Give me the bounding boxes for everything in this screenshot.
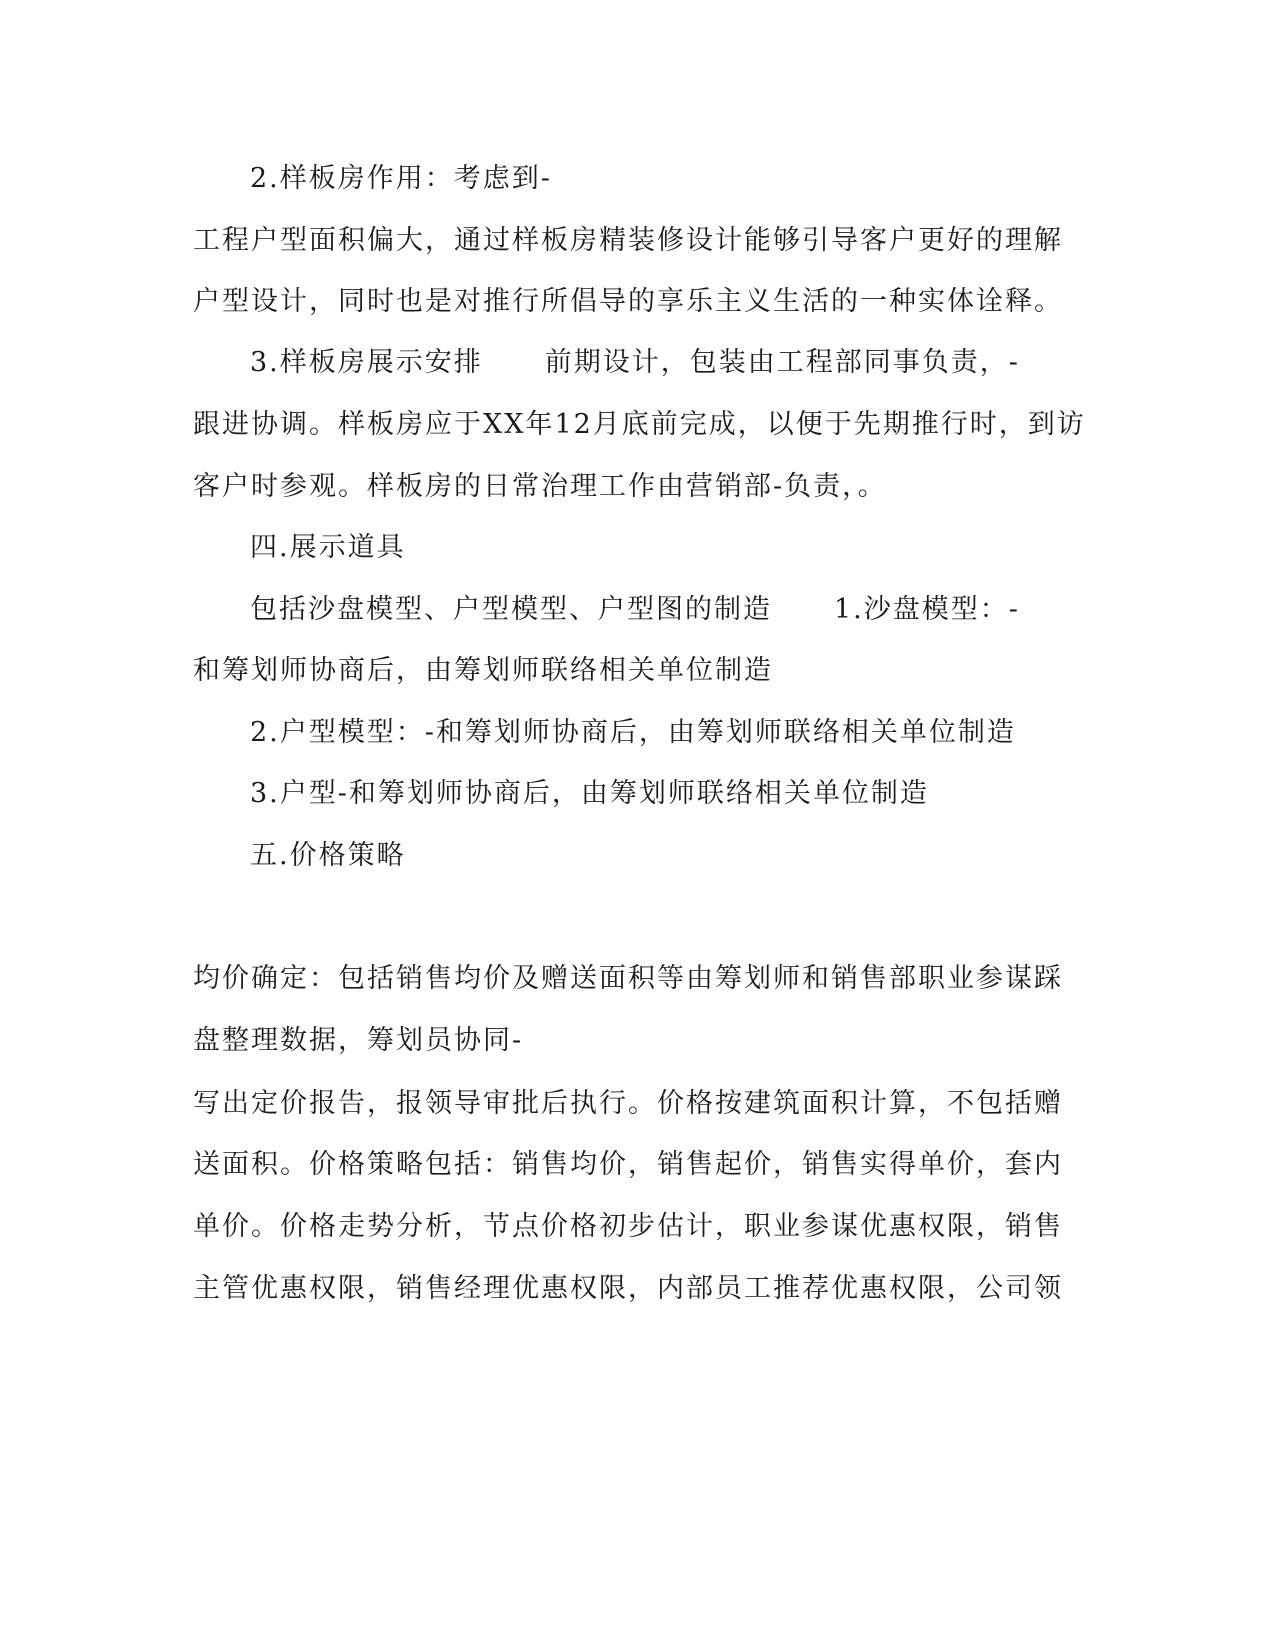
section-heading: 五.价格策略 <box>250 840 406 871</box>
text-segment: 前期设计，包装由工程部同事负责，- <box>544 347 1020 378</box>
text-line: 客户时参观。样板房的日常治理工作由营销部-负责，。 <box>193 471 887 502</box>
text-line: 工程户型面积偏大，通过样板房精装修设计能够引导客户更好的理解 <box>193 225 1063 256</box>
text-line: 2.样板房作用：考虑到- <box>250 163 552 194</box>
text-segment: 3.样板房展示安排 <box>250 347 483 378</box>
text-line: 单价。价格走势分析，节点价格初步估计，职业参谋优惠权限，销售 <box>193 1211 1063 1242</box>
text-line: 2.户型模型：-和筹划师协商后，由筹划师联络相关单位制造 <box>250 717 1016 748</box>
text-line: 主管优惠权限，销售经理优惠权限，内部员工推荐优惠权限，公司领 <box>193 1273 1063 1304</box>
text-line: 户型设计，同时也是对推行所倡导的享乐主义生活的一种实体诠释。 <box>193 286 1063 317</box>
text-line <box>250 346 1020 380</box>
text-line: 均价确定：包括销售均价及赠送面积等由筹划师和销售部职业参谋踩 <box>193 963 1063 994</box>
text-line: 跟进协调。样板房应于XX年12月底前完成，以便于先期推行时，到访 <box>193 409 1086 440</box>
text-line: 送面积。价格策略包括：销售均价，销售起价，销售实得单价，套内 <box>193 1149 1063 1180</box>
text-line: 写出定价报告，报领导审批后执行。价格按建筑面积计算，不包括赠 <box>193 1088 1063 1119</box>
text-segment: 1.沙盘模型：- <box>834 594 1020 625</box>
text-line: 3.户型-和筹划师协商后，由筹划师联络相关单位制造 <box>250 778 929 809</box>
section-heading: 四.展示道具 <box>250 532 406 563</box>
text-line <box>250 593 1020 627</box>
text-line: 和筹划师协商后，由筹划师联络相关单位制造 <box>193 655 773 686</box>
text-line: 盘整理数据，筹划员协同- <box>193 1025 524 1056</box>
text-segment: 包括沙盘模型、户型模型、户型图的制造 <box>250 594 772 625</box>
